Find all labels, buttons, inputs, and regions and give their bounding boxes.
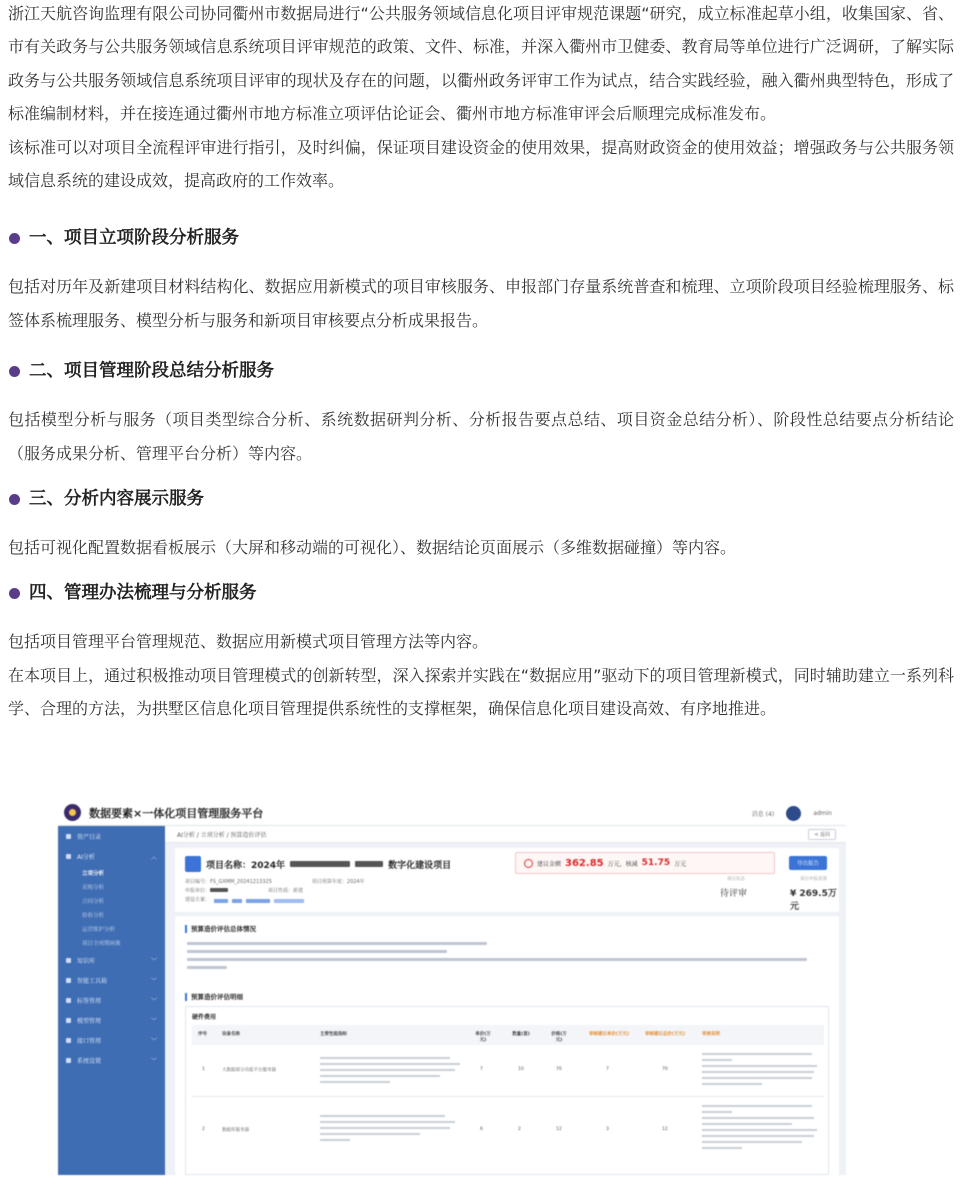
platform-topbar <box>58 800 846 826</box>
chevron-down-icon: ﹀ <box>150 977 157 985</box>
chevron-down-icon: ﹀ <box>150 1057 157 1065</box>
gear-icon <box>66 1058 71 1063</box>
sidebar-sub-item[interactable]: 验收分析 <box>82 913 105 919</box>
th-qty: 数量(套) <box>512 1032 530 1037</box>
blur-line <box>702 1065 817 1067</box>
th-suggest-price: 审核建议单价(万元) <box>588 1032 630 1037</box>
blur-line <box>702 1053 812 1055</box>
blur-line <box>320 1121 455 1123</box>
section-heading-3 <box>8 484 954 514</box>
sidebar-item-api[interactable] <box>58 1030 165 1050</box>
chevron-down-icon: ﹀ <box>150 997 157 1005</box>
book-icon <box>66 958 71 963</box>
folder-icon <box>66 834 71 839</box>
sidebar-item-label: 系统设置 <box>77 1057 102 1065</box>
cell-qty: 10 <box>518 1067 524 1072</box>
project-title-prefix: 项目名称：2024年 <box>206 860 286 871</box>
cell-qty: 2 <box>518 1127 521 1132</box>
model-icon <box>66 1018 71 1023</box>
breadcrumb <box>165 826 846 843</box>
suggest-label: 建议金额 <box>537 860 562 868</box>
section-body-1: 包括对历年及新建项目材料结构化、数据应用新模式的项目审核服务、申报部门存量系统普查和梳理、立项阶段项目经验梳理服务、标签体系梳理服务、模型分析与服务和新项目审核要点分析成果报告。 <box>8 277 954 330</box>
project-title <box>185 856 451 872</box>
sidebar-item-label: AI分析 <box>77 853 95 861</box>
user-avatar-icon[interactable] <box>786 806 801 821</box>
blur-line <box>702 1141 802 1143</box>
blur-line <box>702 1111 732 1113</box>
cut-amount: 51.75 <box>641 858 671 868</box>
redacted-bar <box>355 861 383 867</box>
meta-year: 项目预算年度：2024年 <box>311 879 365 885</box>
sidebar-item-label: 知识库 <box>77 957 96 965</box>
messages-link[interactable]: 消息 (4) <box>751 811 775 818</box>
th-note: 审核说明 <box>702 1032 720 1037</box>
blur-line <box>320 1139 350 1141</box>
blur-line <box>702 1077 812 1079</box>
suggest-unit: 万元，核减 <box>607 860 638 868</box>
cut-unit: 万元 <box>674 860 687 868</box>
export-report-button[interactable]: 导出报告 <box>789 856 827 870</box>
hardware-card <box>185 1006 829 1175</box>
blur-line <box>320 1115 445 1117</box>
breadcrumb-text: AI分析 / 立项分析 / 预算造价评估 <box>177 831 267 839</box>
blur-line <box>702 1105 812 1107</box>
blur-line <box>320 1069 455 1071</box>
user-name[interactable]: admin <box>813 810 832 817</box>
sidebar-item-label: 模型管理 <box>77 1017 102 1025</box>
cell-suggest-total: 70 <box>662 1067 668 1072</box>
blur-line <box>702 1083 762 1085</box>
chevron-down-icon: ﹀ <box>150 957 157 965</box>
blur-line <box>320 1081 390 1083</box>
blur-line <box>702 1129 817 1131</box>
article <box>8 0 954 726</box>
cell-name: 大数据部分功能平台服务器 <box>222 1068 276 1073</box>
blur-line <box>320 1063 460 1065</box>
platform-screenshot <box>58 800 846 1175</box>
cell-suggest-total: 12 <box>662 1127 668 1132</box>
project-title-suffix: 数字化建设项目 <box>388 860 452 871</box>
document-icon <box>185 856 201 872</box>
closing-paragraph: 在本项目上，通过积极推动项目管理模式的创新转型，深入探索并实践在“数据应用”驱动下的项目管理新模式，同时辅助建立一系列科学、合理的方法，为拱墅区信息化项目管理提供系统性的支撑框架，确保信息化项目建设高效、有序地推进。 <box>8 665 954 719</box>
table-row <box>192 1045 824 1097</box>
sidebar-item-tools[interactable] <box>58 970 165 990</box>
cell-suggest-price: 3 <box>606 1127 609 1132</box>
sidebar-item-ai[interactable] <box>58 846 165 866</box>
th-spec: 主要性能指标 <box>320 1032 347 1037</box>
sidebar-sub-item[interactable]: 合同分析 <box>82 899 105 905</box>
sidebar-item-tags[interactable] <box>58 990 165 1010</box>
sidebar-item-assets[interactable] <box>58 826 165 846</box>
cell-name: 数据库服务器 <box>222 1128 249 1133</box>
redacted-bar <box>290 861 350 867</box>
cell-suggest-price: 7 <box>606 1067 609 1072</box>
cell-price: 6 <box>480 1127 483 1132</box>
sidebar-sub-item[interactable]: 运营维护分析 <box>82 927 116 933</box>
alert-icon <box>524 859 533 868</box>
cell-no: 2 <box>202 1127 205 1132</box>
bullet-dot-icon <box>9 494 20 505</box>
meta-code: 项目编号：FS_GXMM_20241213325 <box>185 879 272 885</box>
text-line <box>187 942 487 945</box>
section-heading-2 <box>8 356 954 386</box>
cell-total: 70 <box>556 1067 562 1072</box>
bullet-dot-icon <box>9 233 20 244</box>
toolbox-icon <box>66 978 71 983</box>
text-line <box>187 950 447 953</box>
sidebar-sub-item[interactable]: 立项分析 <box>82 871 105 877</box>
sidebar-item-label: 标签管理 <box>77 997 102 1005</box>
th-total: 价格(万元) <box>551 1032 567 1043</box>
text-line <box>187 966 227 969</box>
blur-line <box>320 1127 450 1129</box>
section-heading-text: 二、项目管理阶段总结分析服务 <box>29 361 274 382</box>
amount-label: 项目申报预算 <box>800 877 827 882</box>
th-no: 序号 <box>198 1032 207 1037</box>
project-card <box>175 848 839 912</box>
section-heading-text: 四、管理办法梳理与分析服务 <box>29 583 257 604</box>
blur-line <box>702 1071 814 1073</box>
section-heading-1 <box>8 223 954 253</box>
section-heading-text: 一、项目立项阶段分析服务 <box>29 228 239 249</box>
meta-unit: 申报单位： <box>185 887 228 896</box>
sidebar-item-settings[interactable] <box>58 1050 165 1070</box>
text-line <box>187 958 807 961</box>
table-row <box>192 1097 824 1175</box>
cell-total: 12 <box>556 1127 562 1132</box>
section-heading-4 <box>8 578 954 608</box>
th-name: 设备名称 <box>222 1032 240 1037</box>
section-body-3: 包括可视化配置数据看板展示（大屏和移动端的可视化）、数据结论页面展示（多维数据碰撞）等内容。 <box>8 538 737 558</box>
intro-paragraph-1: 浙江天航咨询监理有限公司协同衢州市数据局进行“公共服务领域信息化项目评审规范课题“研究，成立标准起草小组，收集国家、省、市有关政务与公共服务领域信息系统项目评审规范的政策、文件、标准，并深入衢州市卫健委、教育局等单位进行广泛调研，了解实际政务与公共服务领域信息系统项目评审的现状及存在的问题，以衢州政务评审工作为试点，结合实践经验，融入衢州典型特色，形成了标准编制材料，并在接连通过衢州市地方标准立项评估论证会、衢州市地方标准审评会后顺理完成标准发布。 <box>8 4 954 124</box>
blur-line <box>702 1135 814 1137</box>
section-body-2: 包括模型分析与服务（项目类型综合分析、系统数据研判分析、分析报告要点总结、项目资金总结分析）、阶段性总结要点分析结论（服务成果分析、管理平台分析）等内容。 <box>8 410 954 463</box>
bullet-dot-icon <box>9 366 20 377</box>
blur-line <box>702 1117 814 1119</box>
project-meta <box>185 878 525 905</box>
blur-line <box>702 1147 742 1149</box>
blur-line <box>320 1057 450 1059</box>
th-suggest-total: 审核建议总价(万元) <box>644 1032 686 1037</box>
cell-no: 1 <box>202 1067 205 1072</box>
blur-line <box>702 1123 792 1125</box>
chevron-up-icon: ︿ <box>150 853 157 861</box>
sidebar-item-label: 智能工具箱 <box>77 977 108 985</box>
link-icon <box>66 1038 71 1043</box>
blur-line <box>320 1075 440 1077</box>
hardware-title: 硬件费用 <box>192 1014 217 1021</box>
blur-line <box>702 1059 732 1061</box>
status-label: 项目状态 <box>727 877 745 882</box>
section-bar <box>185 993 187 1001</box>
amount-value: ¥ 269.5万元 <box>790 889 837 912</box>
grid-icon <box>66 854 71 859</box>
suggest-amount: 362.85 <box>565 857 604 869</box>
cell-price: 7 <box>480 1067 483 1072</box>
sidebar-sub-item[interactable]: 项目全周期画像 <box>82 941 121 947</box>
suggestion-banner <box>515 852 775 874</box>
sidebar-item-label: 接口管理 <box>77 1037 102 1045</box>
platform-sidebar <box>58 826 165 1175</box>
overview-title: 预算造价评估总体情况 <box>185 924 256 933</box>
sidebar-item-knowledge[interactable] <box>58 950 165 970</box>
platform-brand: 数据要素×一体化项目管理服务平台 <box>89 806 264 820</box>
sidebar-sub-item[interactable]: 采购分析 <box>82 885 105 891</box>
meta-type: 项目性质：新建 <box>268 888 304 894</box>
back-button[interactable]: < 返回 <box>808 829 836 840</box>
table-header <box>192 1025 824 1045</box>
section-body-4: 包括项目管理平台管理规范、数据应用新模式项目管理方法等内容。 <box>8 632 489 652</box>
chevron-down-icon: ﹀ <box>150 1017 157 1025</box>
platform-logo <box>64 804 81 821</box>
meta-plan: 建设方案： <box>185 896 525 905</box>
status-value: 待评审 <box>720 889 748 899</box>
topbar-right <box>752 806 832 821</box>
tag-icon <box>66 998 71 1003</box>
th-price: 单价(万元) <box>475 1032 491 1043</box>
detail-section <box>175 984 839 1175</box>
section-heading-text: 三、分析内容展示服务 <box>29 489 204 510</box>
section-bar <box>185 925 187 933</box>
overview-section <box>175 916 839 986</box>
intro-paragraph-2: 该标准可以对项目全流程评审进行指引，及时纠偏，保证项目建设资金的使用效果，提高财政资金的使用效益；增强政务与公共服务领域信息系统的建设成效，提高政府的工作效率。 <box>8 137 954 191</box>
blur-line <box>320 1133 420 1135</box>
sidebar-item-label: 资产目录 <box>77 833 102 841</box>
chevron-down-icon: ﹀ <box>150 1037 157 1045</box>
bullet-dot-icon <box>9 588 20 599</box>
sidebar-item-models[interactable] <box>58 1010 165 1030</box>
detail-title: 预算造价评估明细 <box>185 992 243 1001</box>
platform-content <box>165 826 846 1175</box>
